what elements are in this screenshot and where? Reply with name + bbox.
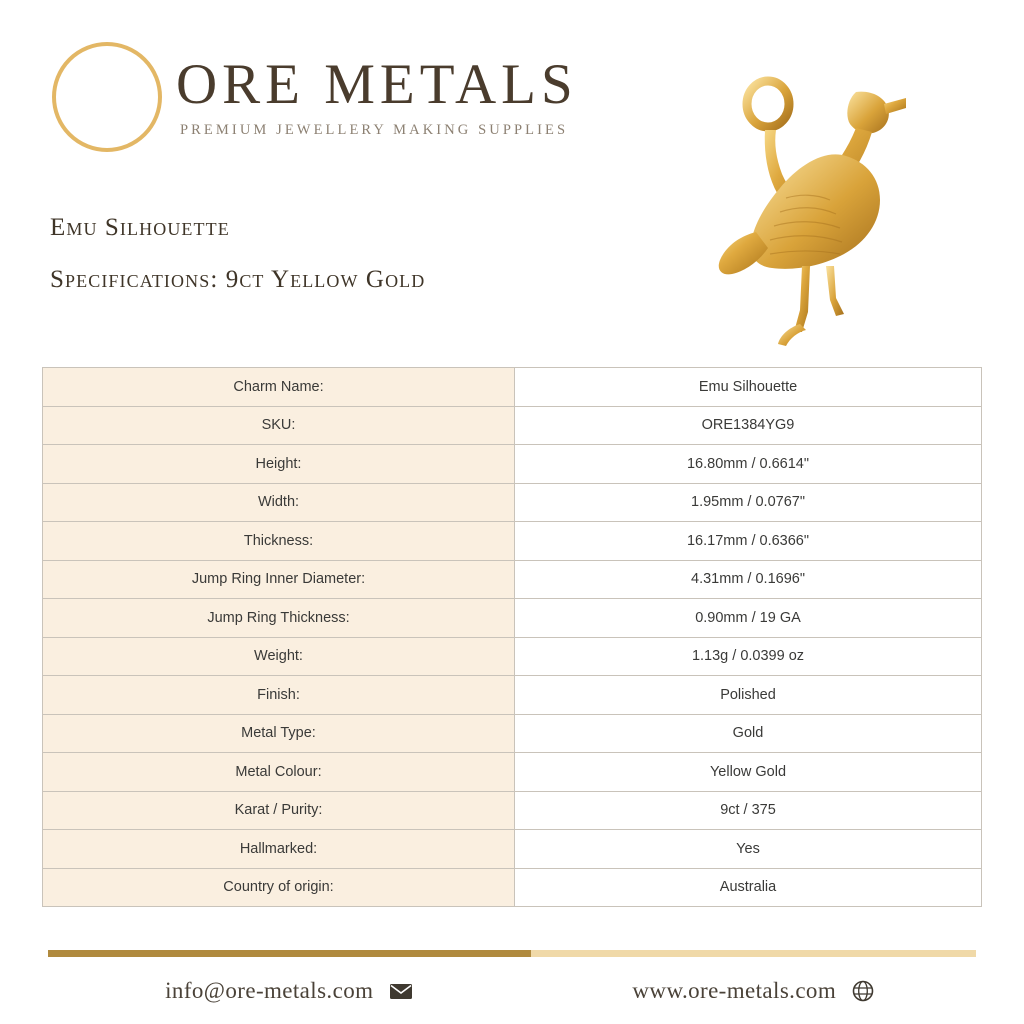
spec-label: Metal Colour: (43, 753, 515, 792)
spec-value: ORE1384YG9 (515, 406, 982, 445)
spec-label: Hallmarked: (43, 830, 515, 869)
spec-label: Metal Type: (43, 714, 515, 753)
table-row (43, 714, 982, 753)
footer-email[interactable] (48, 978, 531, 1004)
spec-value: 16.80mm / 0.6614" (515, 445, 982, 484)
envelope-icon (389, 983, 413, 1000)
spec-label: Weight: (43, 637, 515, 676)
spec-value: 0.90mm / 19 GA (515, 599, 982, 638)
spec-label: Country of origin: (43, 868, 515, 907)
table-row (43, 676, 982, 715)
spec-subtitle: Specifications: 9ct Yellow Gold (50, 266, 426, 293)
table-row (43, 406, 982, 445)
header (48, 28, 978, 328)
spec-label: Jump Ring Thickness: (43, 599, 515, 638)
footer-divider-left (48, 950, 531, 957)
spec-label: SKU: (43, 406, 515, 445)
table-row (43, 753, 982, 792)
table-row (43, 830, 982, 869)
emu-charm-pendant-image (660, 70, 960, 360)
spec-value: 4.31mm / 0.1696" (515, 560, 982, 599)
spec-label: Jump Ring Inner Diameter: (43, 560, 515, 599)
table-row (43, 599, 982, 638)
footer-divider-right (531, 950, 976, 957)
table-row (43, 791, 982, 830)
spec-value: 1.13g / 0.0399 oz (515, 637, 982, 676)
spec-label: Finish: (43, 676, 515, 715)
spec-label: Height: (43, 445, 515, 484)
brand-logo-text (176, 52, 578, 140)
brand-logo (52, 42, 578, 152)
spec-value: 1.95mm / 0.0767" (515, 483, 982, 522)
table-row (43, 445, 982, 484)
table-row (43, 637, 982, 676)
title-block (50, 214, 425, 294)
spec-value: 16.17mm / 0.6366" (515, 522, 982, 561)
specifications-table-body (43, 368, 982, 907)
page-title: Emu Silhouette (50, 214, 230, 241)
spec-value: Australia (515, 868, 982, 907)
table-row (43, 483, 982, 522)
brand-name: ORE METALS (176, 52, 578, 116)
spec-value: Polished (515, 676, 982, 715)
brand-tagline: PREMIUM JEWELLERY MAKING SUPPLIES (180, 122, 569, 139)
gold-ring-logo-icon (52, 42, 162, 152)
spec-value: 9ct / 375 (515, 791, 982, 830)
footer (48, 968, 976, 1014)
footer-website-text: www.ore-metals.com (632, 978, 837, 1003)
table-row (43, 368, 982, 407)
spec-value: Emu Silhouette (515, 368, 982, 407)
footer-email-text: info@ore-metals.com (165, 978, 374, 1003)
table-row (43, 522, 982, 561)
footer-divider-bar (48, 950, 976, 957)
spec-value: Gold (515, 714, 982, 753)
spec-label: Charm Name: (43, 368, 515, 407)
spec-value: Yellow Gold (515, 753, 982, 792)
table-row (43, 560, 982, 599)
spec-label: Thickness: (43, 522, 515, 561)
spec-label: Width: (43, 483, 515, 522)
spec-label: Karat / Purity: (43, 791, 515, 830)
footer-website[interactable] (531, 978, 976, 1004)
table-row (43, 868, 982, 907)
spec-value: Yes (515, 830, 982, 869)
globe-icon (852, 980, 874, 1002)
specifications-table (42, 367, 982, 907)
